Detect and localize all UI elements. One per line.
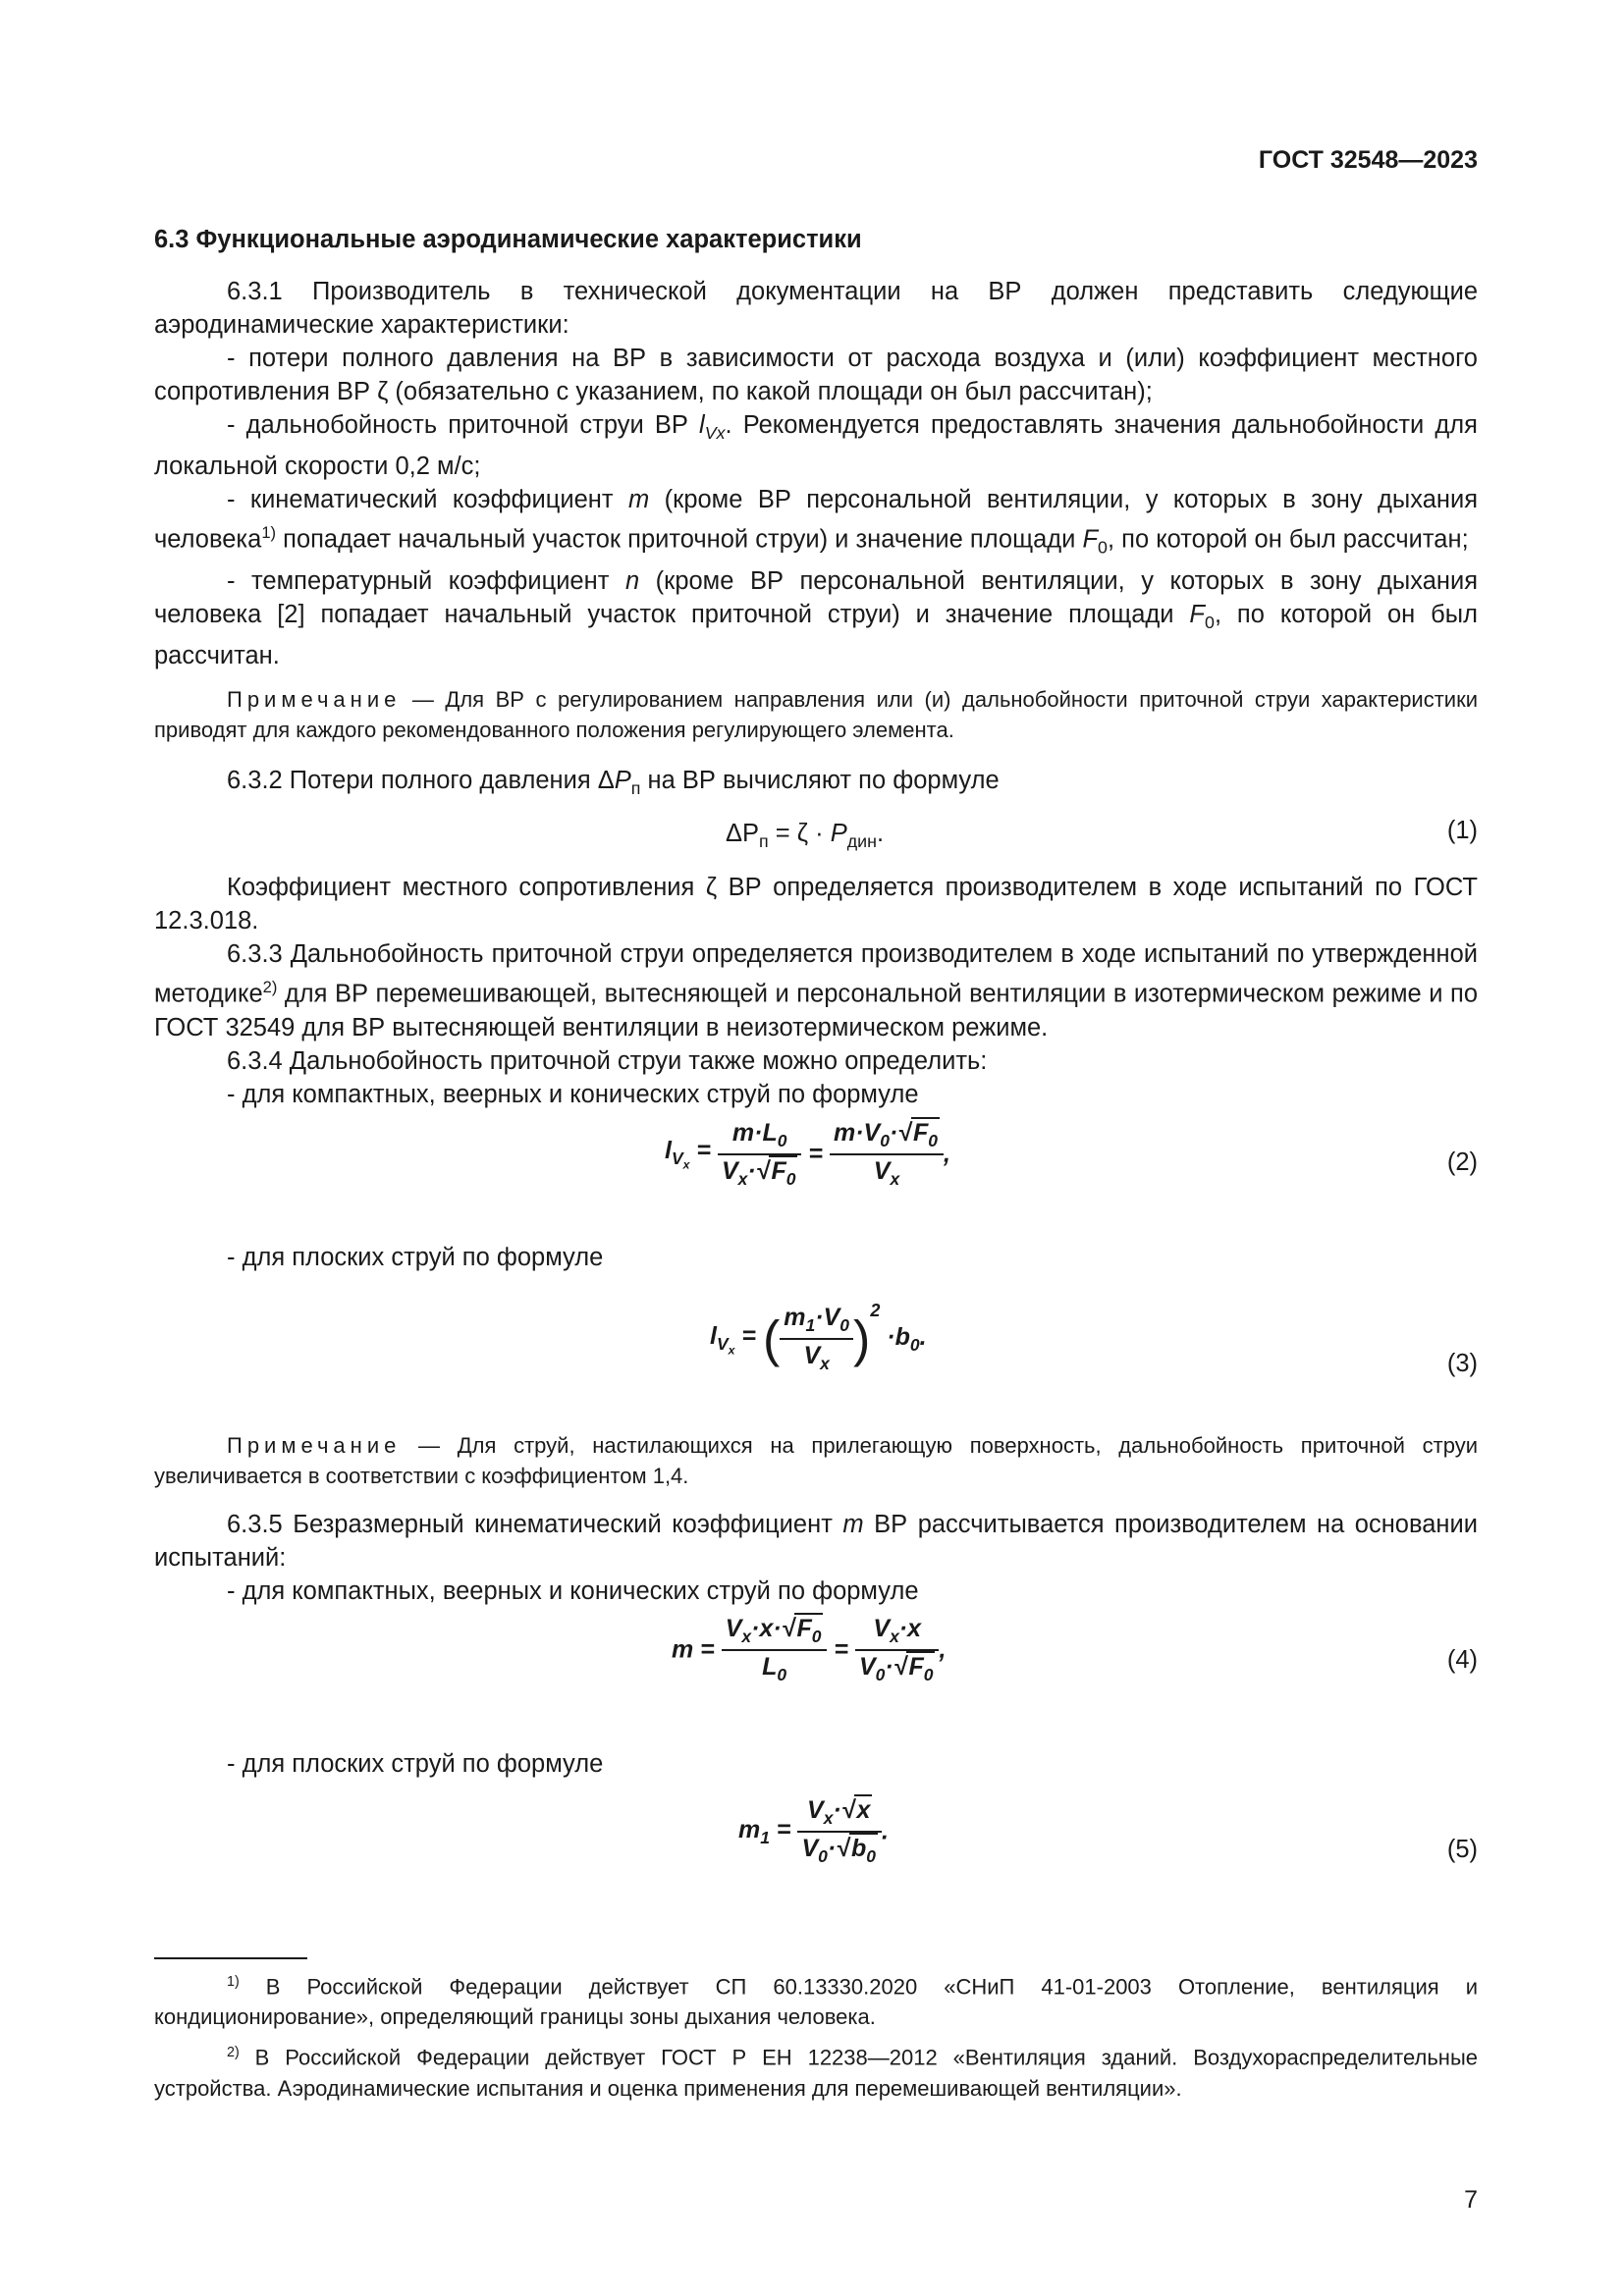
footnote-2: $^{2)}$ В Российской Федерации действует ГОСТ Р ЕН 12238—2012 «Вентиляция зданий. Воздухораспределительные устройства. Аэродинамические испытания и оценка применения для перемешивающей вентиляции».: [154, 2045, 1478, 2101]
formula-4-row: [154, 1615, 1478, 1708]
formula-4: m = $\frac{V_x\cdot x\cdot√F_0}{L_0}$ = $\frac{V_x\cdot x}{V_0\cdot√F_0}$ ,: [672, 1615, 947, 1684]
page-number: 7: [1464, 2186, 1478, 2214]
formula-2: $l_{V_x}$ = $\frac{m\cdot L_0}{V_x\cdot√F_0}$ = $\frac{m\cdot V_0\cdot√F_0}{V_x}$ ,: [665, 1119, 950, 1189]
formula-number: (2): [1446, 1148, 1478, 1176]
paragraph-6-3-2: 6.3.2 Потери полного давления $\Delta P_п$ на ВР вычисляют по формуле: [227, 767, 1000, 799]
list-item: - для плоских струй по формуле: [227, 1750, 604, 1778]
list-item: - для компактных, веерных и конических струй по формуле: [227, 1080, 919, 1108]
paragraph-6-3-5: 6.3.5 Безразмерный кинематический коэффициент m ВР рассчитывается производителем на основании испытаний: - для компактных, веерных и конических струй по формуле: [154, 1508, 1478, 1608]
footnotes: [154, 1967, 1478, 2104]
formula-5: $m_1$ = $\frac{V_x\cdot√x}{V_0\cdot√b_0}$ .: [738, 1796, 889, 1866]
paragraph-6-3-3: 6.3.3 Дальнобойность приточной струи определяется производителем в ходе испытаний по утвержденной методике$^{2)}$ для ВР перемешивающей, вытесняющей и персональной вентиляции в изотермическом режиме и по ГОСТ 32549 для ВР вытесняющей вентиляции в неизотермическом режиме.: [154, 940, 1478, 1041]
document-id: ГОСТ 32548—2023: [1258, 146, 1478, 174]
footnote-ref: 2): [262, 978, 278, 996]
formula-number: (4): [1446, 1646, 1478, 1674]
formula-5-row: [154, 1796, 1478, 1890]
paragraph-6-3-2-cont: Коэффициент местного сопротивления ζ ВР определяется производителем в ходе испытаний по ГОСТ 12.3.018. 6.3.3 Дальнобойность приточной струи определяется производителем в ходе испытаний по утвержденной методике$^{2)}$ для ВР перемешивающей, вытесняющей и персональной вентиляции в изотермическом режиме и по ГОСТ 32549 для ВР вытесняющей вентиляции в неизотермическом режиме. 6.3.4 Дальнобойность приточной струи также можно определить: - для компактных, веерных и конических струй по формуле: [154, 871, 1478, 1111]
list-item: - температурный коэффициент n (кроме ВР персональной вентиляции, у которых в зону дыхания человека [2] попадает начальный участок приточной струи) и значение площади $F_0$, по которой он был рассчитан.: [154, 566, 1479, 669]
note-label: Примечание: [227, 1433, 402, 1458]
note-label: Примечание: [227, 687, 402, 712]
list-item: - кинематический коэффициент m (кроме ВР персональной вентиляции, у которых в зону дыхания человека$^{1)}$ попадает начальный участок приточной струи) и значение площади $F_0$, по которой он был рассчитан;: [154, 486, 1479, 558]
list-item: - для плоских струй по формуле: [227, 1244, 604, 1271]
section-heading: 6.3 Функциональные аэродинамические характеристики: [154, 226, 862, 253]
formula-number: (3): [1446, 1350, 1478, 1377]
list-item: - для компактных, веерных и конических струй по формуле: [227, 1577, 919, 1605]
list-item: - дальнобойность приточной струи ВР $l_{Vx}$. Рекомендуется предоставлять значения дальнобойности для локальной скорости 0,2 м/с;: [154, 411, 1478, 481]
note-1: Примечание — Для ВР с регулированием направления или (и) дальнобойности приточной струи характеристики приводят для каждого рекомендованного положения регулирующего элемента.: [154, 687, 1478, 742]
formula-1-row: [154, 817, 1478, 876]
list-item: - потери полного давления на ВР в зависимости от расхода воздуха и (или) коэффициент местного сопротивления ВР ζ (обязательно с указанием, по какой площади он был рассчитан);: [154, 345, 1478, 405]
formula-number: (5): [1446, 1836, 1478, 1863]
footnote-ref: 1): [261, 523, 277, 543]
paragraph-6-3-4: 6.3.4 Дальнобойность приточной струи также можно определить:: [227, 1046, 988, 1075]
formula-2-row: [154, 1119, 1478, 1207]
footnote-1: $^{1)}$ В Российской Федерации действует СП 60.13330.2020 «СНиП 41-01-2003 Отопление, вентиляция и кондиционирование», определяющий границы зоны дыхания человека.: [154, 1974, 1478, 2030]
formula-3-row: [154, 1301, 1478, 1394]
para-intro: 6.3.1 Производитель в технической документации на ВР должен представить следующие аэродинамические характеристики:: [154, 278, 1478, 339]
footnote-divider: [154, 1957, 307, 1959]
formula-3: $l_{V_x}$ = ( $\frac{m_1\cdot V_0}{V_x}$ )$^2 \cdot b_0$.: [710, 1301, 927, 1374]
formula-1: $\Delta P_п = \zeta \cdot P_{дин}$.: [726, 820, 885, 852]
note-2: Примечание — Для струй, настилающихся на прилегающую поверхность, дальнобойность приточной струи увеличивается в соответствии с коэффициентом 1,4.: [154, 1433, 1478, 1488]
formula-number: (1): [1446, 817, 1478, 844]
paragraph-6-3-1: [154, 275, 1478, 672]
